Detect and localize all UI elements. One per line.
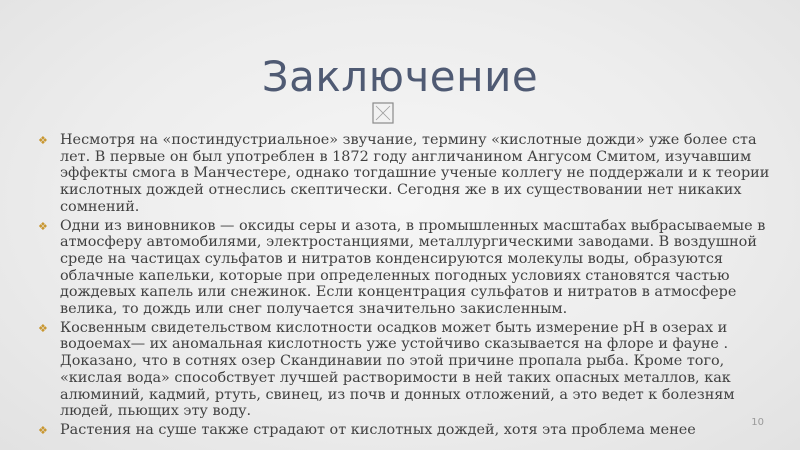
list-item xyxy=(38,132,770,216)
list-item xyxy=(38,320,770,420)
bullet-text: Растения на суше также страдают от кислотных дождей, хотя эта проблема менее xyxy=(60,421,696,438)
bullet-icon: ❖ xyxy=(38,321,48,335)
bullet-text: Косвенным свидетельством кислотности осадков может быть измерение pH в озерах и водоемах— их аномальная кислотность уже устойчиво сказывается на флоре и фауне . Доказано, что в сотнях озер Скандинавии по этой причине пропала рыба. Кроме того, «кислая вода» способствует лучшей растворимости в ней таких опасных металлов, как алюминий, кадмий, ртуть, свинец, из почв и донных отложений, а это ведет к болезням людей, пьющих эту воду. xyxy=(60,319,735,420)
bullet-icon: ❖ xyxy=(38,219,48,233)
page-number: 10 xyxy=(751,417,764,428)
bullet-text: Несмотря на «постиндустриальное» звучание, термину «кислотные дожди» уже более ста лет. В первые он был употреблен в 1872 году англичанином Ангусом Смитом, изучавшим эффекты смога в Манчестере, однако тогдашние ученые коллегу не поддержали и к теории кислотных дождей отнеслись скептически. Сегодня же в их существовании нет никаких сомнений. xyxy=(60,132,770,215)
bullet-icon: ❖ xyxy=(38,134,48,147)
slide-title: Заключение xyxy=(261,52,539,101)
list-item xyxy=(38,422,770,439)
bullet-text: Одни из виновников — оксиды серы и азота, в промышленных масштабах выбрасываемые в атмосферу автомобилями, электростанциями, металлургическими заводами. В воздушной среде на частицах сульфатов и нитратов конденсируются молекулы воды, образуются облачные капельки, которые при определенных погодных условиях становятся частью дождевых капель или снежинок. Если концентрация сульфатов и нитратов в атмосфере велика, то дождь или снег получается значительно закисленным. xyxy=(60,217,766,318)
ornament-divider-icon xyxy=(372,102,394,124)
bullet-list xyxy=(38,132,770,441)
list-item xyxy=(38,218,770,318)
bullet-icon: ❖ xyxy=(38,423,48,437)
